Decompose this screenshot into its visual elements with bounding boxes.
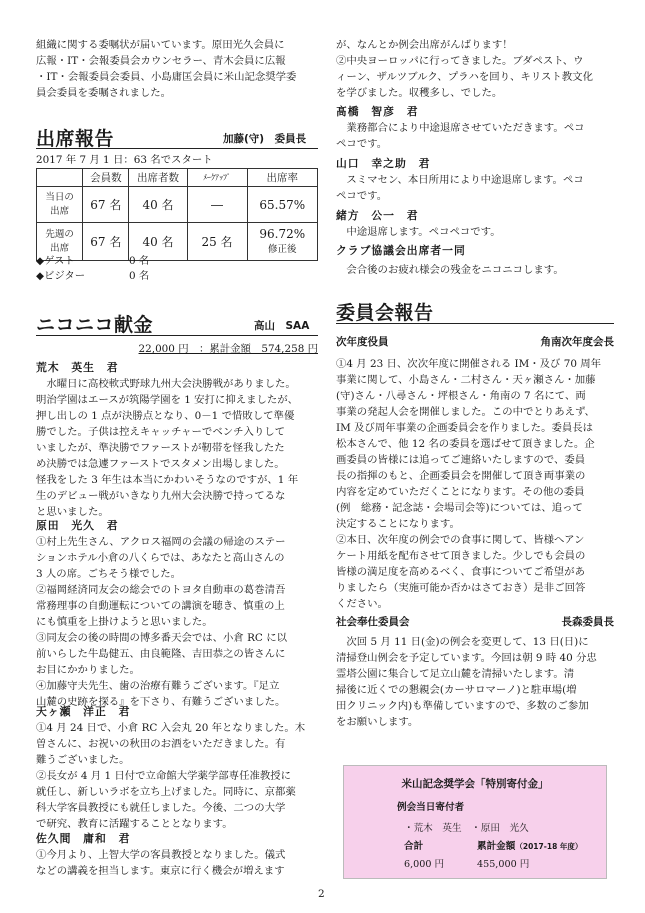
committee-role: 社会奉仕委員会 [336,616,410,628]
entry-name: 佐久間 庸和 君 [36,832,131,845]
entry-body: 水曜日に高校軟式野球九州大会決勝戦がありました。 明治学園はエースが筑陽学園を 1 安打に抑えましたが、 押し出しの 1 点が決勝点となり、0－1 で惜敗して準優 勝でした。子供は控えキャッチャーでベンチ入りして いましたが、準決勝でファーストが靭帯を怪我したた め決勝では急遽ファーストでスタメン出場しました。 怪我をした 3 年生は本当にかわいそうなのですが、1 年 生のデビュー戦がいきなり九州大会決勝で持ってるな と思いました。 [36,378,299,518]
donation-title: 米山記念奨学会「特別寄付金」 [401,778,549,790]
header-cell: ﾒｰｸｱｯﾌﾟ [187,169,247,187]
nikoniko-amount: 22,000 円 ：累計金額 574,258 円 [138,343,318,355]
attendance-title: 出席報告 [36,128,115,150]
continued-paragraph: が、なんとか例会出席がんばります！ ②中央ヨーロッパに行ってきました。ブダペスト、ウ ィーン、ザルツブルク、プラハを回り、キリスト教文化 を学びました。収穫多し、でした。 [336,39,593,99]
entry-name: 髙橋 智彦 君 [336,105,419,118]
committee-body: ①4 月 23 日、次次年度に開催される IM・及び 70 周年 事業に関して、小島さん・二村さん・天ヶ瀬さん・加藤 (守)さん・八尋さん・坪根さん・角南の 7 名にて、両 事業の発起人会を開催しました。この中でとりあえず、 IM 及び周年事業の企画委員会を作りました。委員長は 松本さんで、他 12 名の委員を選ばせて頂きました。企 画委員の皆様には追ってご連絡いたしますので、委員 長の指揮のもと、企画委員会を開催して頂き両事業の 内容を定めていただくことになります。その他の委員 (例 総務・記念誌・会場司会等)については、追って 決定することになります。 ②本日、次年度の例会での食事に関して、皆様へアン ケート用紙を配布させて頂きました。少しでも会員の 皆様の満足度を高めるべく、食事についてご希望があ りましたら（実施可能か否かはさておき）是非ご回答 ください。 [336,358,602,610]
section-rule [336,323,614,324]
members-cell: 67 名 [83,187,129,223]
nikoniko-title: ニコニコ献金 [36,314,154,336]
entry-body: 業務都合により中途退席させていただきます。ペコ ペコです。 [336,122,585,150]
entry-body: スミマセン、本日所用により中途退席します。ペコ ペコです。 [336,174,584,202]
entry-body: ①村上先生さん、アクロス福岡の会議の帰途のステー ションホテル小倉の八くらでは、あなたと高山さんの 3 人の席。ごちそう様でした。 ②福岡経済同友会の総会でのトヨタ自動車の葛巻清吾 常務理事の自動運転についての講演を聴き、慎重の上 にも慎重を上掛けようと思いました。 ③同友会の後の時間の博多番天会では、小倉 RC に以 前いらした牛島健五、由良範隆、吉田恭之の皆さんに お目にかかりました。 ④加藤守夫先生、歯の治療有難うございます。『足立 山麓の史跡を探る』を下さり、有難うございました。 [36,536,287,708]
header-cell [37,169,83,187]
rate-cell: 96.72% 修正後 [247,223,317,261]
attendees-cell: 40 名 [129,223,187,261]
nikoniko-reporter: 高山 SAA [254,320,310,332]
entry-name: 天ヶ瀬 洋正 君 [36,705,131,718]
committee-reporter: 角南次年度会長 [540,336,614,348]
guest-line: ◆ゲスト 0 名 [36,255,150,267]
entry-body: ①今月より、上智大学の客員教授となりました。儀式 などの講義を担当します。東京に行く機会が増えます [36,849,286,877]
row-label: 先週の 出席 [37,223,83,261]
members-cell: 67 名 [83,223,129,261]
attendance-row-lastweek [37,223,318,261]
header-cell: 会員数 [83,169,129,187]
total-label: 合計 [404,841,424,852]
header-cell: 出席者数 [129,169,187,187]
total-value: 6,000 円 [404,859,445,870]
intro-paragraph [36,37,296,101]
committee-reporter: 長森委員長 [561,616,614,628]
cumulative-value: 455,000 円 [477,859,530,870]
entry-body: 会合後のお疲れ様会の残金をニコニコします。 [336,264,564,276]
row-label: 当日の 出席 [37,187,83,223]
attendance-table [36,168,318,261]
intro-line: 広報・IT・会報委員会カウンセラー、青木会員に広報 [36,55,286,67]
donation-subtitle: 例会当日寄付者 [397,802,465,813]
yoneyama-donation-box [343,765,607,879]
makeup-cell: ― [187,187,247,223]
entry-name: 山口 幸之助 君 [336,157,431,170]
entry-name: 原田 光久 君 [36,519,119,532]
makeup-cell: 25 名 [187,223,247,261]
entry-name: 緒方 公一 君 [336,209,419,222]
page-number: 2 [318,888,325,900]
committee-title: 委員会報告 [336,302,434,324]
attendance-header-row [37,169,318,187]
section-rule [36,335,318,336]
intro-line: 員会委員を委嘱されました。 [36,87,172,99]
attendance-summary: 2017 年 7 月 1 日：63 名でスタート [36,154,213,166]
entry-name: 荒木 英生 君 [36,361,119,374]
entry-body: ①4 月 24 日で、小倉 RC 入会丸 20 年となりました。木 曽さんに、お祝いの秋田のお酒をいただきました。有 難うございました。 ②長女が 4 月 1 日付で立命館大学薬学部専任准教授に 就任し、新しいラボを立ち上げました。同時に、京都薬 科大学客員教授にも就任しました。今後、二つの大学 で研究、教育に活躍することとなります。 [36,722,306,830]
intro-line: 組織に関する委嘱状が届いています。原田光久会員に [36,39,285,51]
attendees-cell: 40 名 [129,187,187,223]
section-rule [36,148,318,149]
cumulative-label: 累計金額（2017-18 年度） [477,841,583,852]
intro-line: ・IT・会報委員会委員、小島庸匡会員に米山記念奨学委 [36,71,297,83]
entry-body: 中途退席します。ペコペコです。 [336,226,501,238]
attendance-reporter: 加藤(守) 委員長 [223,133,307,145]
visitor-line: ◆ビジター 0 名 [36,270,150,282]
header-cell: 出席率 [247,169,317,187]
attendance-row-today [37,187,318,223]
rate-cell: 65.57% [247,187,317,223]
committee-role: 次年度役員 [336,336,389,348]
donor-names: ・荒木 英生 ・原田 光久 [404,823,529,834]
committee-body: 次回 5 月 11 日(金)の例会を変更して、13 日(日)に 清掃登山例会を予定しています。今回は朝 9 時 40 分忠 霊塔公園に集合して足立山麓を清掃いたします。清 掃後に近くでの懇親会(カーサロマーノ)と駐車場(増 田クリニック内)も準備していますので、多数のご参加 をお願いします。 [336,636,597,728]
entry-name: クラブ協議会出席者一同 [336,244,466,257]
